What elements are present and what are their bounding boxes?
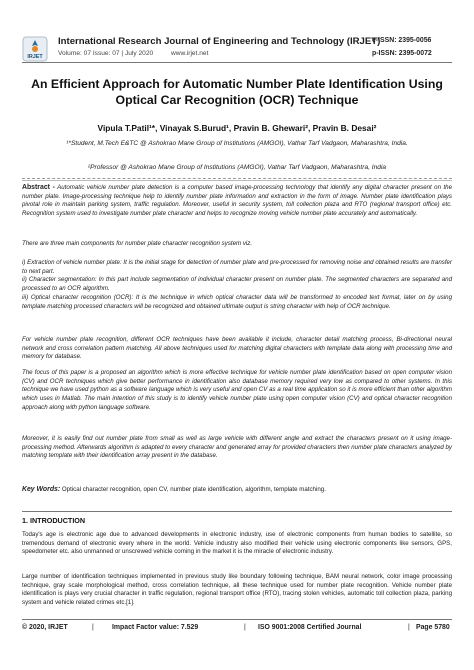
header-rule bbox=[22, 62, 452, 63]
paper-title: An Efficient Approach for Automatic Number Plate Identification Using Optical Car Recognition (OCR) Technique bbox=[31, 77, 443, 107]
intro-p2: Large number of identification techniques implemented in previous study like boundary following technique, BAM neural network, color image processing technique, gray scale morphological method, cross correlation technique, all these technique used for number plate recognition. Vehicle number plate identification is plays very crucial character in traffic regulation, regional transport office (RTO), tracing stolen vehicles, automatic toll collection plaza, parking system and vehicle related crimes etc.[1]. bbox=[22, 573, 452, 607]
separator-rule-2 bbox=[22, 180, 452, 181]
footer-sep-3: | bbox=[408, 624, 410, 631]
footer-iso: ISO 9001:2008 Certified Journal bbox=[258, 624, 362, 631]
keywords-text: Optical character recognition, open CV, number plate identification, algorithm, template matching. bbox=[61, 486, 326, 493]
footer-copyright: © 2020, IRJET bbox=[22, 624, 68, 631]
abstract-p5: The focus of this paper is a proposed an algorithm which is more effective technique for vehicle number plate identification based on open computer vision (CV) and OCR techniques which give better performance in identification also database memory required very low as compared to other systems. In this technique we have used python as a software language which is very useful and open CV as a real time application so it is more efficient than other algorithm which uses in Matlab. The main intention of this study is to identify vehicle number plate using open computer vision (CV) and optical character recognition approach along with python language software. bbox=[22, 369, 452, 411]
abstract-item-i: i) Extraction of vehicle number plate: It is the initial stage for detection of number plate and pre-processed for removing noise and obtained results are transfer to next part. bbox=[22, 259, 452, 275]
abstract-label: Abstract - bbox=[22, 184, 55, 191]
abstract-p2: There are three main components for number plate character recognition system viz. bbox=[22, 240, 253, 247]
intro-p1: Today's age is electronic age due to advanced developments in electronic industry, use of electronic components from human bodies to satellite, so tremendous demand of electronic every where in the world. Vehicle industry also modified their vehicle using electronic components like sensors, GPS, speedometer etc. also unmanned or unscrewed vehicle coming in the market it is the miracle of electronic industry. bbox=[22, 531, 452, 556]
abstract-text: Automatic vehicle number plate detection is a computer based image-processing technology that identify any digital character present on the number plate. Image-processing technique help to identify number plate information and extraction in the form of image. Number plate identification plays pivotal role in maintain parking system, traffic regulation. Moreover, useful in security system, toll collection plaza and RTO (regional transport office) etc. Recognition system used to investigate number plate character and helps to recognize moving vehicle number plate accurately and automatically. bbox=[22, 184, 452, 218]
abstract-p1 bbox=[22, 184, 452, 219]
affiliation-1: ¹*Student, M.Tech E&TC @ Ashokrao Mane Group of Institutions (AMGOI), Vathar Tarf Vadgaon, Maharashtra, India. bbox=[66, 140, 408, 147]
footer-page: Page 5780 bbox=[416, 624, 450, 631]
eissn: e-ISSN: 2395-0056 bbox=[372, 37, 432, 44]
abstract-p4: For vehicle number plate recognition, different OCR techniques have been available it include, character detail matching process, Bi-directional neural network and cross correlation pattern matching. All above techniques used for matching digital characters with template data along with processing time and memory for database. bbox=[22, 336, 452, 361]
footer-impact: Impact Factor value: 7.529 bbox=[112, 624, 199, 631]
abstract-p6: Moreover, it is easily find out number plate from small as well as large vehicle with different angle and extract the characters present on it using image-processing method. Afterwards algorithm is adapted to every character and generated array for provided characters then number plate characters analyzed by matching template with their identification array present in the database. bbox=[22, 435, 452, 460]
journal-logo bbox=[22, 36, 48, 62]
logo-text: IRJET bbox=[27, 54, 43, 60]
journal-meta bbox=[58, 50, 224, 57]
abstract-item-iii: iii) Optical character recognition (OCR): It is the technique in which optical character data will be transformed to encoded text format, later on by using template matching processed characters will be recognized and obtained ultimate output is string character with help of OCR technique. bbox=[22, 294, 452, 310]
journal-name: International Research Journal of Engineering and Technology (IRJET) bbox=[58, 36, 381, 47]
paper-authors: Vipula T.Patil¹*, Vinayak S.Burud¹, Pravin B. Ghewari², Pravin B. Desai² bbox=[97, 123, 377, 133]
footer-sep-2: | bbox=[244, 624, 246, 631]
pissn: p-ISSN: 2395-0072 bbox=[372, 50, 432, 57]
affiliation-2: ²Professor @ Ashokrao Mane Group of Institutions (AMGOI), Vathar Tarf Vadgaon, Maharashtra, India bbox=[87, 164, 387, 171]
section-rule bbox=[22, 511, 452, 512]
footer-rule bbox=[22, 619, 452, 620]
keywords-label: Key Words: bbox=[22, 486, 61, 493]
keywords bbox=[22, 486, 452, 495]
volume-issue: Volume: 07 Issue: 07 | July 2020 bbox=[58, 50, 154, 57]
website-link[interactable]: www.irjet.net bbox=[171, 50, 209, 57]
intro-heading: 1. INTRODUCTION bbox=[22, 516, 86, 525]
separator-rule bbox=[22, 178, 452, 179]
abstract-item-ii: ii) Character segmentation: In this part include segmentation of individual character present on number plate. The segmented characters are separated and processed to an OCR algorithm. bbox=[22, 276, 452, 292]
footer-sep-1: | bbox=[92, 624, 94, 631]
